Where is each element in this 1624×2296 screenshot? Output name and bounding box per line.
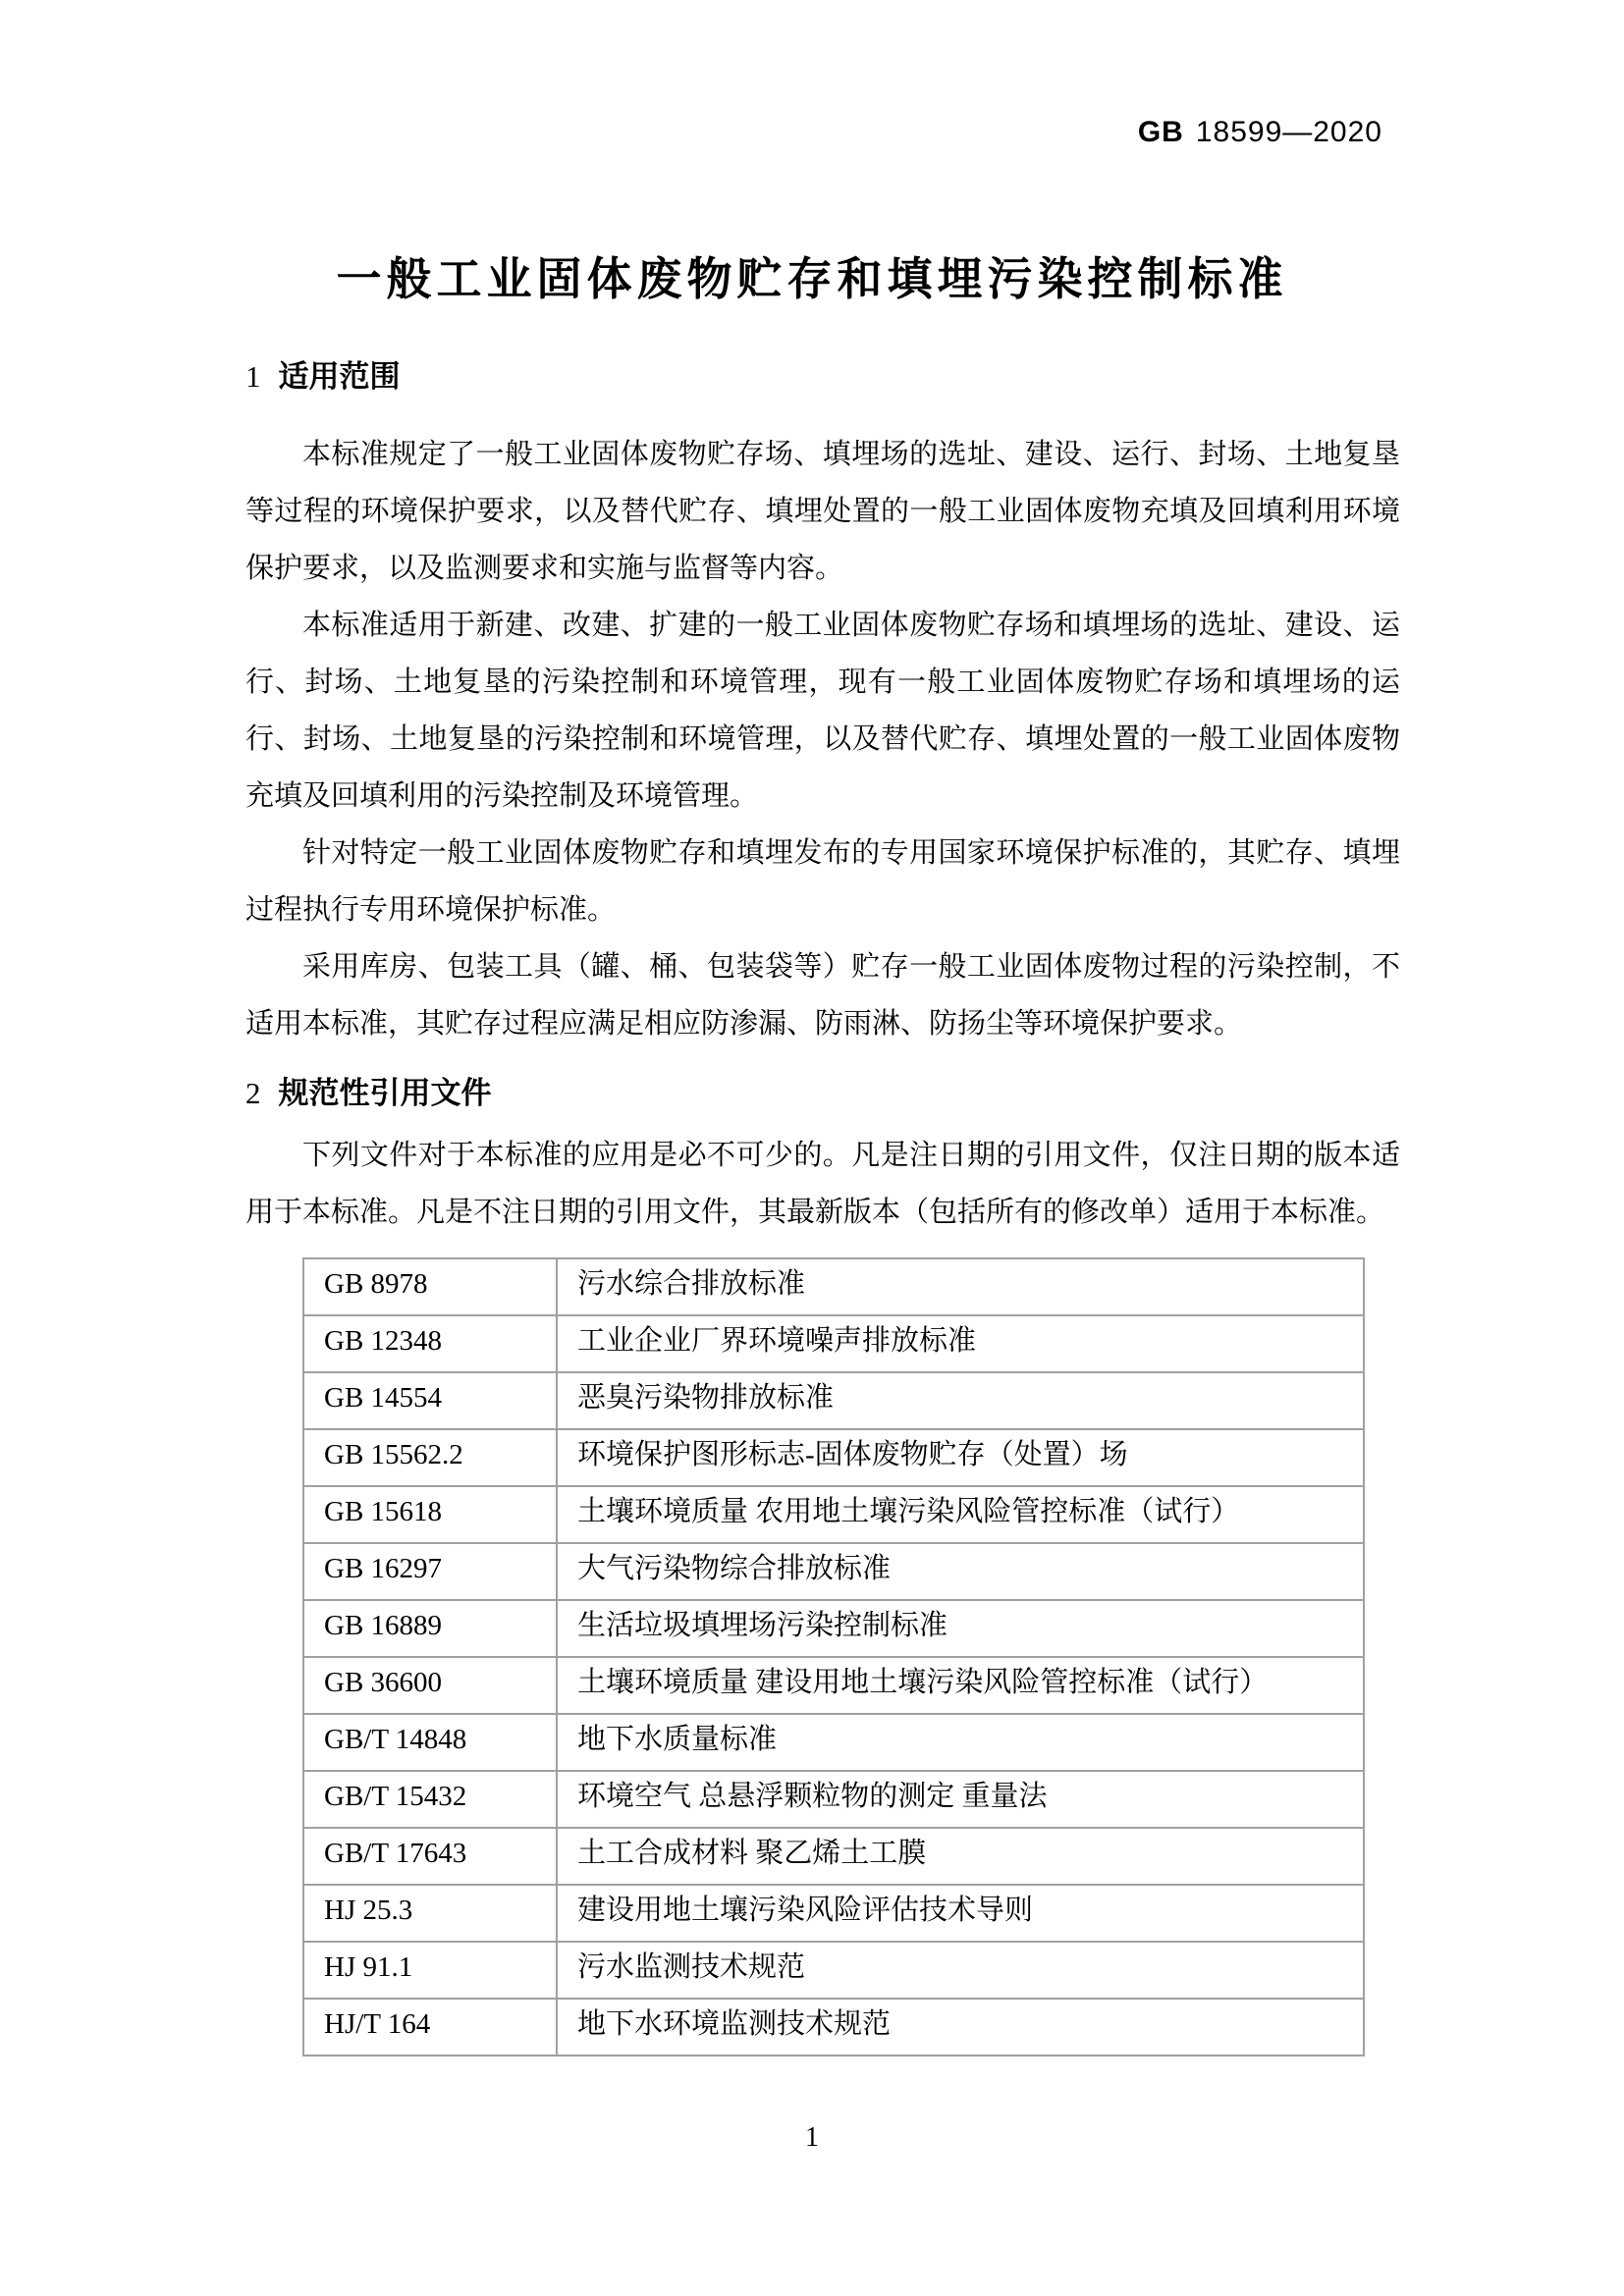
section-1-heading <box>245 357 1400 397</box>
table-row <box>303 1657 1364 1714</box>
table-row <box>303 1372 1364 1429</box>
ref-code-cell: HJ 91.1 <box>303 1942 557 1999</box>
ref-title-cell: 土壤环境质量 建设用地土壤污染风险管控标准（试行） <box>557 1657 1364 1714</box>
ref-title-cell: 污水监测技术规范 <box>557 1942 1364 1999</box>
ref-code-cell: HJ/T 164 <box>303 1999 557 2056</box>
table-row <box>303 1315 1364 1372</box>
section-2-heading <box>245 1074 1400 1113</box>
paragraph: 本标准规定了一般工业固体废物贮存场、填埋场的选址、建设、运行、封场、土地复垦等过程的环境保护要求，以及替代贮存、填埋处置的一般工业固体废物充填及回填利用环境保护要求，以及监测要求和实施与监督等内容。 <box>245 439 1400 584</box>
ref-title-cell: 建设用地土壤污染风险评估技术导则 <box>557 1885 1364 1942</box>
section-1-body <box>245 426 1400 1052</box>
section-1-number: 1 <box>245 359 261 394</box>
standard-code-number: 18599—2020 <box>1195 116 1382 148</box>
ref-title-cell: 大气污染物综合排放标准 <box>557 1543 1364 1600</box>
table-row <box>303 1885 1364 1942</box>
table-row <box>303 1828 1364 1885</box>
section-1-title: 适用范围 <box>278 359 401 394</box>
ref-title-cell: 生活垃圾填埋场污染控制标准 <box>557 1600 1364 1657</box>
standard-code <box>1138 116 1382 149</box>
table-row <box>303 1771 1364 1828</box>
paragraph: 本标准适用于新建、改建、扩建的一般工业固体废物贮存场和填埋场的选址、建设、运行、封场、土地复垦的污染控制和环境管理，现有一般工业固体废物贮存场和填埋场的运行、封场、土地复垦的污染控制和环境管理，以及替代贮存、填埋处置的一般工业固体废物充填及回填利用的污染控制及环境管理。 <box>245 610 1400 812</box>
ref-code-cell: GB 15562.2 <box>303 1429 557 1486</box>
standard-code-label: GB <box>1137 116 1184 148</box>
paragraph: 针对特定一般工业固体废物贮存和填埋发布的专用国家环境保护标准的，其贮存、填埋过程执行专用环境保护标准。 <box>245 837 1400 926</box>
page-number: 1 <box>805 2122 819 2153</box>
ref-code-cell: GB 36600 <box>303 1657 557 1714</box>
ref-code-cell: GB 8978 <box>303 1258 557 1315</box>
ref-title-cell: 环境保护图形标志-固体废物贮存（处置）场 <box>557 1429 1364 1486</box>
ref-code-cell: HJ 25.3 <box>303 1885 557 1942</box>
table-row <box>303 1714 1364 1771</box>
ref-code-cell: GB 16889 <box>303 1600 557 1657</box>
ref-title-cell: 土工合成材料 聚乙烯土工膜 <box>557 1828 1364 1885</box>
ref-code-cell: GB/T 17643 <box>303 1828 557 1885</box>
references-table <box>302 1257 1365 2056</box>
ref-code-cell: GB 14554 <box>303 1372 557 1429</box>
ref-code-cell: GB 15618 <box>303 1486 557 1543</box>
ref-code-cell: GB/T 14848 <box>303 1714 557 1771</box>
paragraph: 采用库房、包装工具（罐、桶、包装袋等）贮存一般工业固体废物过程的污染控制，不适用本标准，其贮存过程应满足相应防渗漏、防雨淋、防扬尘等环境保护要求。 <box>245 951 1400 1040</box>
ref-code-cell: GB 12348 <box>303 1315 557 1372</box>
ref-title-cell: 地下水环境监测技术规范 <box>557 1999 1364 2056</box>
ref-title-cell: 环境空气 总悬浮颗粒物的测定 重量法 <box>557 1771 1364 1828</box>
table-row <box>303 1600 1364 1657</box>
table-row <box>303 1486 1364 1543</box>
document-title: 一般工业固体废物贮存和填埋污染控制标准 <box>336 253 1288 304</box>
ref-title-cell: 土壤环境质量 农用地土壤污染风险管控标准（试行） <box>557 1486 1364 1543</box>
ref-code-cell: GB 16297 <box>303 1543 557 1600</box>
ref-code-cell: GB/T 15432 <box>303 1771 557 1828</box>
table-row <box>303 1999 1364 2056</box>
ref-title-cell: 地下水质量标准 <box>557 1714 1364 1771</box>
section-2-title: 规范性引用文件 <box>278 1076 492 1110</box>
section-2-number: 2 <box>245 1076 261 1110</box>
table-row <box>303 1258 1364 1315</box>
table-row <box>303 1543 1364 1600</box>
table-row <box>303 1942 1364 1999</box>
ref-title-cell: 污水综合排放标准 <box>557 1258 1364 1315</box>
section-2-body <box>245 1127 1400 1241</box>
table-row <box>303 1429 1364 1486</box>
ref-title-cell: 恶臭污染物排放标准 <box>557 1372 1364 1429</box>
ref-title-cell: 工业企业厂界环境噪声排放标准 <box>557 1315 1364 1372</box>
paragraph: 下列文件对于本标准的应用是必不可少的。凡是注日期的引用文件，仅注日期的版本适用于本标准。凡是不注日期的引用文件，其最新版本（包括所有的修改单）适用于本标准。 <box>245 1140 1400 1228</box>
